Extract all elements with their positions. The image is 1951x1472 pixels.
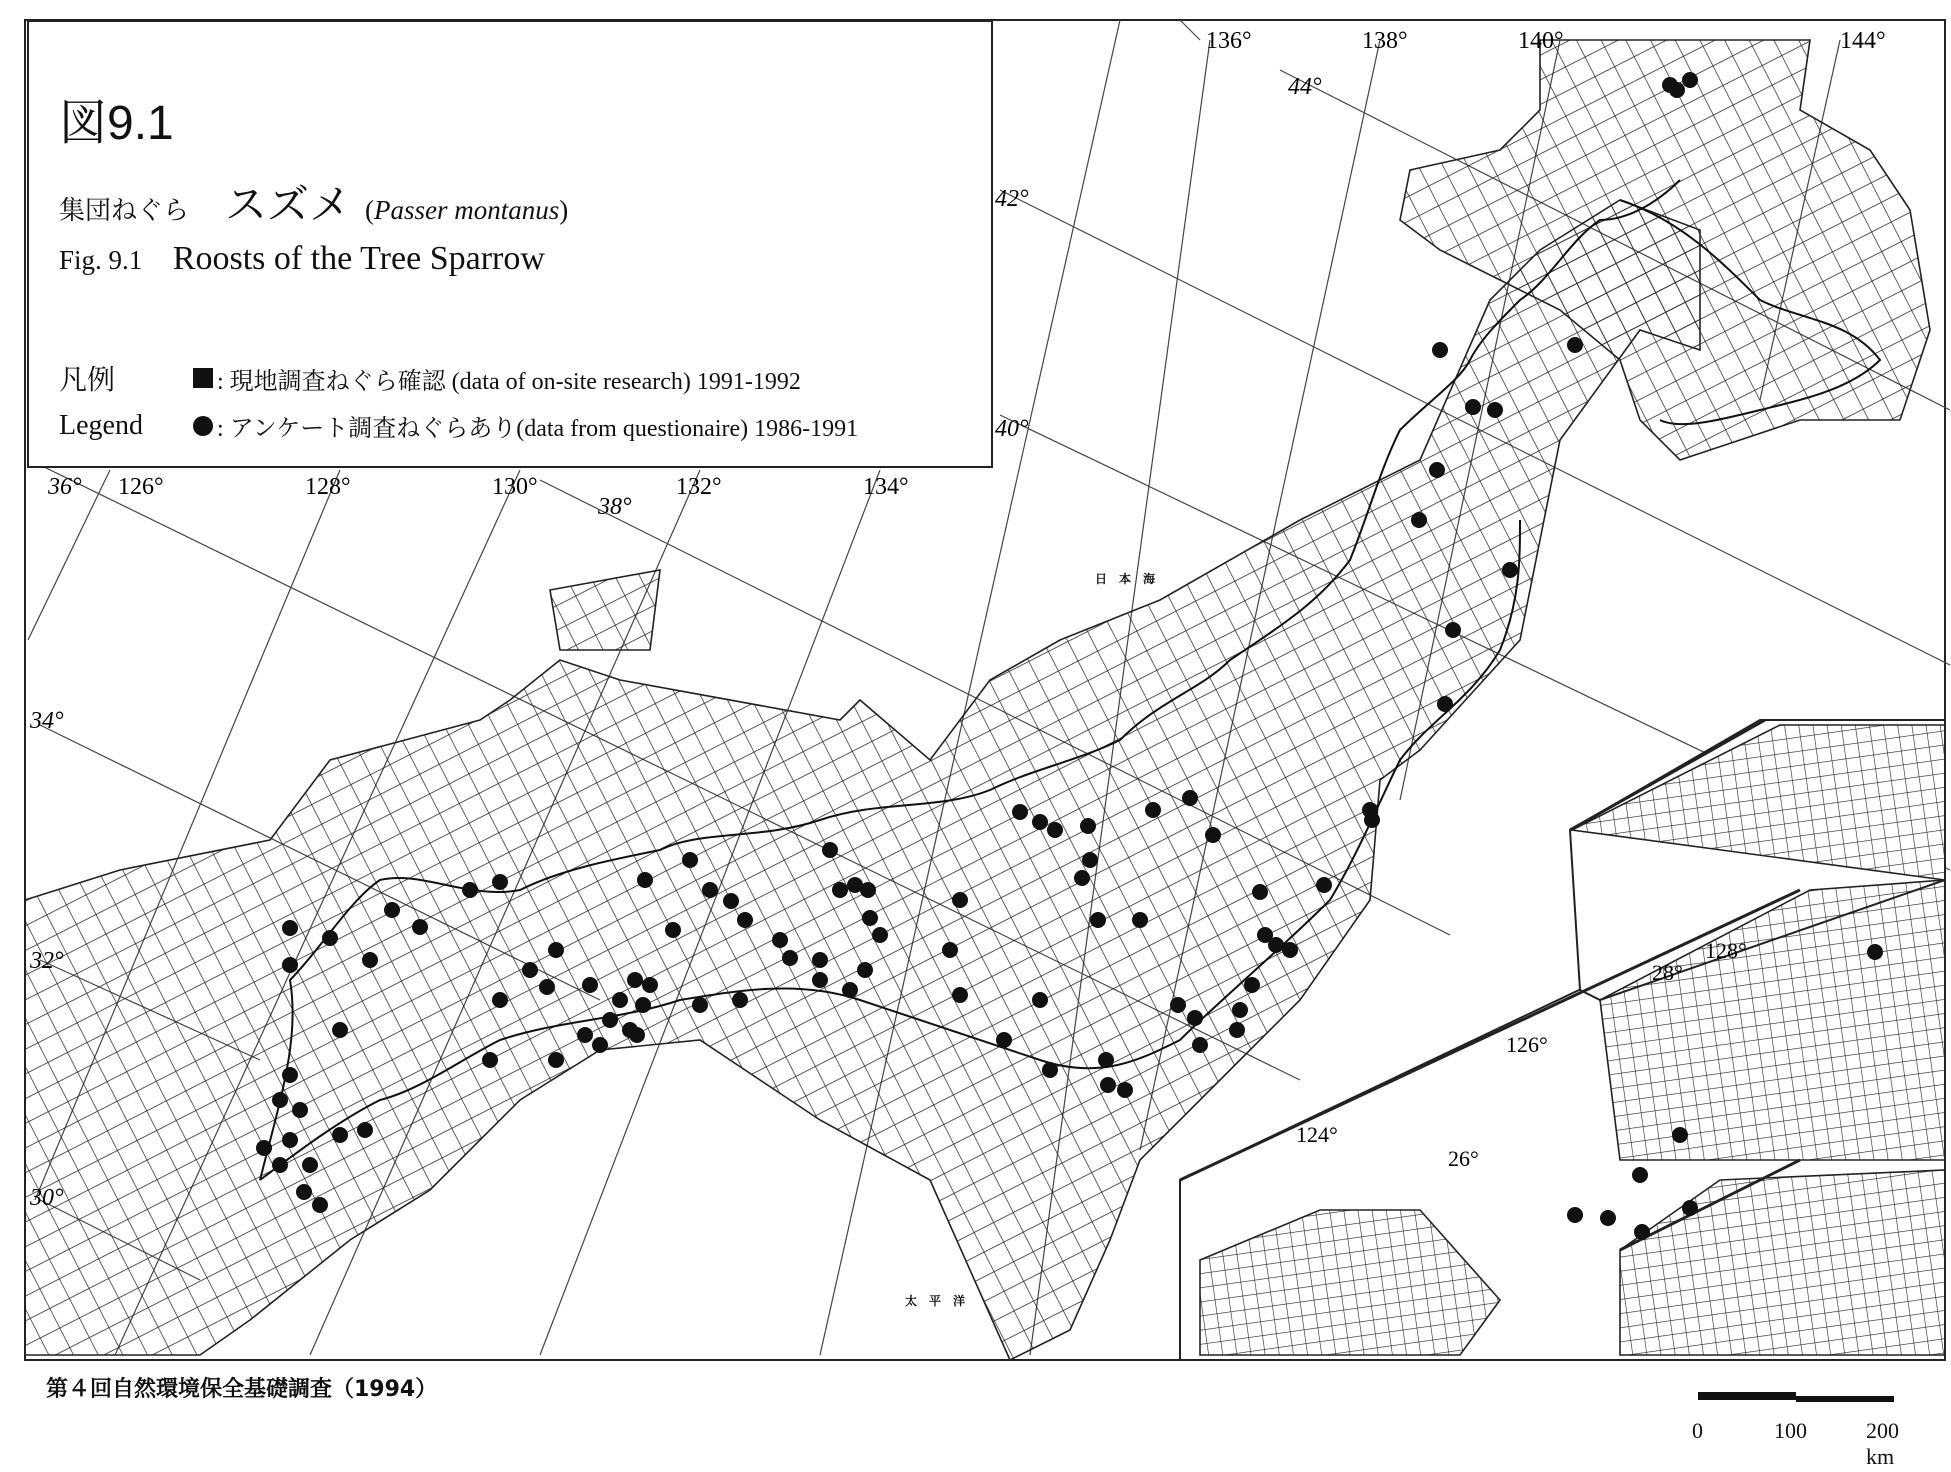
legend-panel <box>27 20 993 468</box>
roost-dot <box>1229 1022 1245 1038</box>
roost-dot <box>812 972 828 988</box>
roost-dot <box>702 882 718 898</box>
roost-dot <box>1682 72 1698 88</box>
roost-dot <box>1411 512 1427 528</box>
roost-dot <box>492 992 508 1008</box>
lon-label: 132° <box>676 474 722 500</box>
scale-bar-segment <box>1796 1396 1894 1402</box>
roost-dot <box>723 893 739 909</box>
roost-dot <box>332 1127 348 1143</box>
roost-dot <box>1634 1224 1650 1240</box>
roost-dot <box>482 1052 498 1068</box>
roost-dot <box>872 927 888 943</box>
roost-dot <box>1632 1167 1648 1183</box>
legend-row-onsite <box>59 358 801 398</box>
roost-dot <box>1042 1062 1058 1078</box>
roost-dot <box>612 992 628 1008</box>
roost-dot <box>952 987 968 1003</box>
lon-label: 136° <box>1206 28 1252 54</box>
roost-dot <box>857 962 873 978</box>
roost-dot <box>842 982 858 998</box>
scale-label: 100 <box>1774 1418 1807 1443</box>
lat-label: 44° <box>1288 74 1322 100</box>
roost-dot <box>1244 977 1260 993</box>
roost-dot <box>1170 997 1186 1013</box>
roost-dot <box>1100 1077 1116 1093</box>
lat-label: 42° <box>995 186 1029 212</box>
lat-label: 32° <box>30 948 64 974</box>
inset-lon-label: 124° <box>1296 1122 1338 1147</box>
roost-dot <box>1192 1037 1208 1053</box>
roost-dot <box>602 1012 618 1028</box>
roost-dot <box>952 892 968 908</box>
title-line-en <box>59 240 545 278</box>
source-caption: 第４回自然環境保全基礎調査（1994） <box>46 1377 438 1402</box>
roost-dot <box>1082 852 1098 868</box>
roost-dot <box>272 1092 288 1108</box>
roost-dot <box>1567 1207 1583 1223</box>
legend-item-text: : アンケート調査ねぐらあり(data from questionaire) 1986-1991 <box>217 416 859 442</box>
roost-dot <box>1432 342 1448 358</box>
roost-dot <box>312 1197 328 1213</box>
roost-dot <box>832 882 848 898</box>
roost-dot <box>1600 1210 1616 1226</box>
roost-dot <box>332 1022 348 1038</box>
roost-dot <box>296 1184 312 1200</box>
lat-label: 30° <box>30 1185 64 1211</box>
roost-dot <box>1429 462 1445 478</box>
roost-dot <box>1502 562 1518 578</box>
roost-dot <box>1012 804 1028 820</box>
roost-dot <box>637 872 653 888</box>
scale-label: 0 <box>1692 1418 1703 1443</box>
title-line-ja <box>59 172 568 232</box>
roost-dot <box>1268 937 1284 953</box>
roost-dot <box>996 1032 1012 1048</box>
roost-dot <box>782 950 798 966</box>
roost-dot <box>1205 827 1221 843</box>
roost-dot <box>548 942 564 958</box>
roost-dot <box>1567 337 1583 353</box>
lon-label: 128° <box>305 474 351 500</box>
roost-dot <box>1282 942 1298 958</box>
roost-dot <box>282 920 298 936</box>
roost-dot <box>1032 992 1048 1008</box>
roost-dot <box>1182 790 1198 806</box>
lon-label: 130° <box>492 474 538 500</box>
sea-label-pacific: 太 平 洋 <box>905 1294 966 1308</box>
roost-dot <box>1465 399 1481 415</box>
roost-dot <box>1117 1082 1133 1098</box>
roost-dot <box>812 952 828 968</box>
scale-bar-segment <box>1698 1392 1796 1400</box>
roost-dot <box>1437 696 1453 712</box>
roost-dot <box>1487 402 1503 418</box>
roost-dot <box>862 910 878 926</box>
roost-dot <box>1682 1200 1698 1216</box>
lat-label: 40° <box>995 416 1029 442</box>
inset-lat-label: 28° <box>1652 960 1683 985</box>
roost-dot <box>692 997 708 1013</box>
roost-dot <box>462 882 478 898</box>
roost-dot <box>942 942 958 958</box>
roost-dot <box>1047 822 1063 838</box>
inset-lon-label: 128° <box>1705 938 1747 963</box>
circle-marker-icon <box>193 416 213 436</box>
roost-dot <box>1316 877 1332 893</box>
roost-dot <box>577 1027 593 1043</box>
title-en: Roosts of the Tree Sparrow <box>172 240 545 277</box>
lat-label: 36° <box>48 474 82 500</box>
roost-dot <box>665 922 681 938</box>
roost-dot <box>1032 814 1048 830</box>
figure-label-en: Fig. 9.1 <box>59 245 143 275</box>
scale-bar <box>1692 1392 1899 1469</box>
lat-label: 34° <box>30 708 64 734</box>
roost-dot <box>412 919 428 935</box>
square-marker-icon <box>193 368 213 388</box>
lon-label: 126° <box>118 474 164 500</box>
roost-dot <box>635 997 651 1013</box>
roost-dot <box>737 912 753 928</box>
roost-dot <box>292 1102 308 1118</box>
roost-dot <box>1132 912 1148 928</box>
roost-dot <box>282 1132 298 1148</box>
roost-dot <box>772 932 788 948</box>
roost-dot <box>322 930 338 946</box>
legend-row-questionnaire <box>59 408 858 443</box>
roost-dot <box>1232 1002 1248 1018</box>
roost-dot <box>582 977 598 993</box>
roost-dot <box>682 852 698 868</box>
roost-dot <box>1187 1010 1203 1026</box>
roost-dot <box>256 1140 272 1156</box>
roost-dot <box>282 1067 298 1083</box>
roost-dot <box>539 979 555 995</box>
roost-dot <box>1252 884 1268 900</box>
legend-item-text: : 現地調査ねぐら確認 (data of on-site research) 1991-1992 <box>217 368 801 395</box>
roost-dot <box>384 902 400 918</box>
figure-number: 図9.1 <box>59 97 174 150</box>
roost-dot <box>629 1027 645 1043</box>
roost-dot <box>1090 912 1106 928</box>
lon-label: 140° <box>1518 28 1564 54</box>
roost-dot <box>642 977 658 993</box>
roost-dot <box>272 1157 288 1173</box>
lat-label: 38° <box>598 494 632 520</box>
roost-dot <box>1672 1127 1688 1143</box>
roost-dot <box>1098 1052 1114 1068</box>
roost-dot <box>1445 622 1461 638</box>
roost-dot <box>1867 944 1883 960</box>
title-ja: 集団ねぐら <box>59 196 190 225</box>
lon-label: 134° <box>863 474 909 500</box>
legend-key-en: Legend <box>59 409 143 441</box>
inset-lon-label: 126° <box>1506 1032 1548 1057</box>
lon-label: 144° <box>1840 28 1886 54</box>
roost-dot <box>1145 802 1161 818</box>
roost-dot <box>1662 77 1678 93</box>
species-scientific: (Passer montanus) <box>365 195 569 225</box>
inset-lat-label: 26° <box>1448 1146 1479 1171</box>
roost-dot <box>282 957 298 973</box>
sea-label-japan-sea: 日 本 海 <box>1095 572 1156 586</box>
roost-dot <box>592 1037 608 1053</box>
species-name-ja: スズメ <box>225 180 352 229</box>
legend-key-ja: 凡例 <box>59 365 116 396</box>
roost-dot <box>302 1157 318 1173</box>
lon-label: 138° <box>1362 28 1408 54</box>
roost-dot <box>548 1052 564 1068</box>
roost-dot <box>357 1122 373 1138</box>
roost-dot <box>362 952 378 968</box>
roost-dot <box>1074 870 1090 886</box>
roost-dot <box>822 842 838 858</box>
roost-dot <box>492 874 508 890</box>
roost-dot <box>1080 818 1096 834</box>
roost-dot <box>522 962 538 978</box>
roost-dot <box>732 992 748 1008</box>
scale-label: 200 km <box>1866 1418 1899 1469</box>
roost-dot <box>627 972 643 988</box>
roost-dot <box>1362 802 1378 818</box>
roost-dot <box>847 877 863 893</box>
